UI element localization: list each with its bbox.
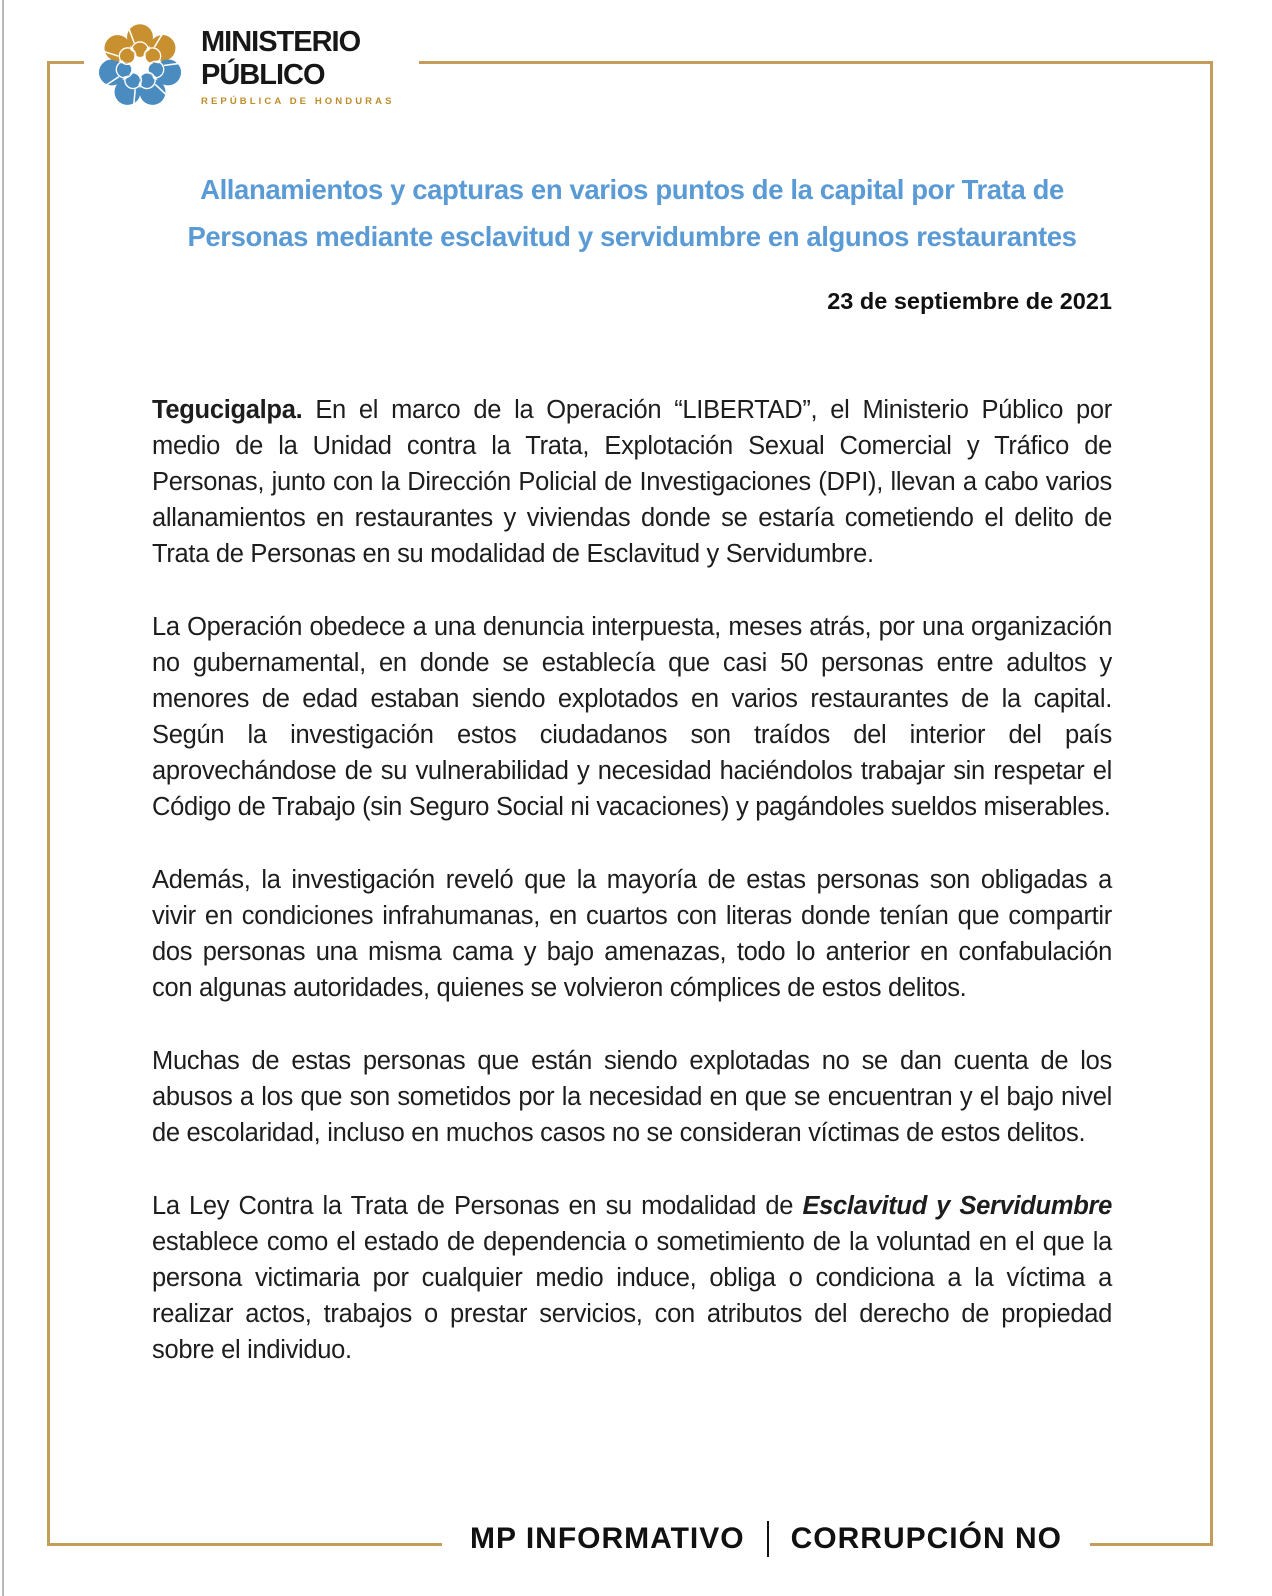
- logo-name-line2: PÚBLICO: [201, 58, 325, 91]
- press-release-title: [152, 166, 1112, 260]
- scan-edge-line: [2, 0, 4, 1596]
- paragraph: [152, 862, 1112, 1006]
- paragraph: [152, 392, 1112, 572]
- ministerio-publico-logo: [84, 12, 419, 120]
- footer-slogan: [442, 1521, 1090, 1557]
- paragraph-segment: Además, la investigación reveló que la mayoría de estas personas son obligadas a vivir en condiciones infrahumanas, en cuartos con literas donde tenían que compartir dos personas una misma cama y bajo amenazas, todo lo anterior en confabulación con algunas autoridades, quienes se volvieron cómplices de estos delitos.: [152, 866, 1112, 1002]
- release-date: 23 de septiembre de 2021: [827, 288, 1112, 314]
- paragraph-segment: Esclavitud y Servidumbre: [802, 1192, 1112, 1220]
- footer-left-text: MP INFORMATIVO: [470, 1522, 745, 1555]
- article-body: [152, 392, 1112, 1368]
- paragraph-segment: La Operación obedece a una denuncia interpuesta, meses atrás, por una organización no gubernamental, en donde se establecía que casi 50 personas entre adultos y menores de edad estaban siendo explotados en varios restaurantes de la capital. Según la investigación estos ciudadanos son traídos del interior del país aprovechándose de su vulnerabilidad y necesidad haciéndolos trabajar sin respetar el Código de Trabajo (sin Seguro Social ni vacaciones) y pagándoles sueldos miserables.: [152, 613, 1112, 821]
- footer-right-text: CORRUPCIÓN NO: [790, 1522, 1062, 1555]
- paragraph-segment: Muchas de estas personas que están siendo explotadas no se dan cuenta de los abusos a los que son sometidos por la necesidad en que se encuentran y el bajo nivel de escolaridad, incluso en muchos casos no se consideran víctimas de estos delitos.: [152, 1047, 1112, 1147]
- title-line-1: Allanamientos y capturas en varios puntos de la capital por Trata de: [200, 174, 1064, 205]
- people-circle-logo-icon: [92, 18, 188, 114]
- title-line-2: Personas mediante esclavitud y servidumbre en algunos restaurantes: [187, 221, 1077, 252]
- footer-separator-bar: [767, 1521, 769, 1557]
- paragraph: [152, 1043, 1112, 1151]
- paragraph: [152, 1188, 1112, 1368]
- logo-subtitle: REPÚBLICA DE HONDURAS: [201, 95, 395, 107]
- paragraph-segment: En el marco de la Operación “LIBERTAD”, el Ministerio Público por medio de la Unidad contra la Trata, Explotación Sexual Comercial y Tráfico de Personas, junto con la Dirección Policial de Investigaciones (DPI), llevan a cabo varios allanamientos en restaurantes y viviendas donde se estaría cometiendo el delito de Trata de Personas en su modalidad de Esclavitud y Servidumbre.: [152, 396, 1112, 568]
- paragraph-segment: establece como el estado de dependencia o sometimiento de la voluntad en el que la persona victimaria por cualquier medio induce, obliga o condiciona a la víctima a realizar actos, trabajos o prestar servicios, con atributos del derecho de propiedad sobre el individuo.: [152, 1228, 1112, 1364]
- logo-text-block: [201, 26, 395, 107]
- paragraph: [152, 609, 1112, 825]
- footer-band: [0, 1521, 1272, 1557]
- paragraph-segment: Tegucigalpa.: [152, 396, 303, 424]
- logo-name-line1: MINISTERIO: [201, 25, 361, 58]
- paragraph-segment: La Ley Contra la Trata de Personas en su modalidad de: [152, 1192, 803, 1220]
